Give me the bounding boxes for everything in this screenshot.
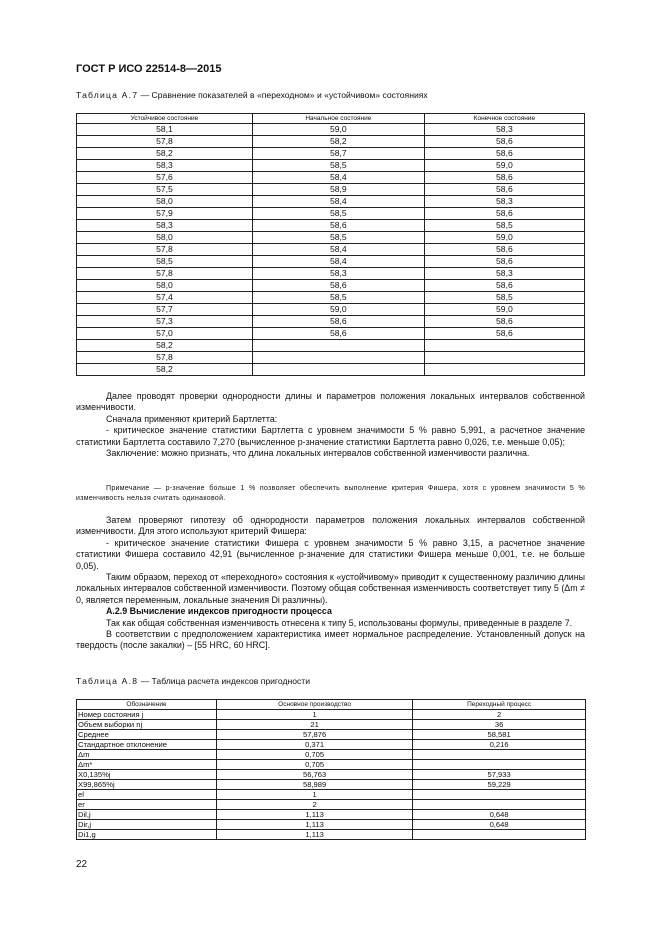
table-a7-cell: 58,6 — [424, 256, 584, 268]
table-a8-cell: 57,876 — [217, 730, 413, 740]
table-a8-row — [77, 770, 586, 780]
table-a8-cell: Δm — [77, 750, 217, 760]
table-a8-row — [77, 720, 586, 730]
table-a7-body — [77, 124, 585, 376]
table-a8-cell: 36 — [413, 720, 586, 730]
table-a7-cell: 58,5 — [424, 220, 584, 232]
body-text-block-1 — [76, 391, 585, 459]
table-a8-row — [77, 830, 586, 840]
table-a8-cell: Номер состояния j — [77, 710, 217, 720]
table-a8-cell: 57,933 — [413, 770, 586, 780]
table-a7-row — [77, 220, 585, 232]
table-a7-row — [77, 292, 585, 304]
paragraph-tolerance: В соответствии с предположением характеристика имеет нормальное распределение. Установленный допуск на твердость (после закалки) – [55 HRC, 60 HRC]. — [76, 629, 585, 651]
table-a7-row — [77, 184, 585, 196]
table-a8-row — [77, 800, 586, 810]
paragraph-fisher-result: - критическое значение статистики Фишера с уровнем значимости 5 % равно 3,15, а расчетное значение статистики Фишера составило 42,91 (вычисленное p-значение для статистики Фишера меньше 0,001, т.е. не больше 0,05). — [76, 537, 585, 571]
table-a7-col-final: Конечное состояние — [424, 114, 584, 124]
table-a8-cell: Стандартное отклонение — [77, 740, 217, 750]
table-a7-cell: 57,8 — [77, 244, 253, 256]
table-a7-cell: 58,6 — [424, 280, 584, 292]
table-a7-cell: 58,0 — [77, 196, 253, 208]
table-a8-cell: X99,865%j — [77, 780, 217, 790]
table-a7-caption-label: Таблица А.7 — [76, 90, 139, 100]
table-a7-cell: 58,6 — [252, 328, 424, 340]
table-a8-cell: 1 — [217, 710, 413, 720]
table-a7-cell: 58,2 — [77, 364, 253, 376]
table-a8-cell: el — [77, 790, 217, 800]
paragraph-bartlett-result: - критическое значение статистики Бартлетта с уровнем значимости 5 % равно 5,991, а расчетное значение статистики Бартлетта составило 7,270 (вычисленное p-значение статистики Бартлетта равно 0,026, т.е. меньше 0,05); — [76, 425, 585, 447]
table-a7-col-steady: Устойчивое состояние — [77, 114, 253, 124]
table-a8-cell: 2 — [413, 710, 586, 720]
table-a7-cell: 58,5 — [77, 256, 253, 268]
table-a7-cell — [424, 364, 584, 376]
table-a8-row — [77, 760, 586, 770]
paragraph-transition: Таким образом, переход от «переходного» состояния к «устойчивому» приводит к существенному различию длины локальных интервалов собственной изменчивости. Поэтому общая собственная изменчивость соответствует типу 5 (Δm ≠ 0, является переменным, локальные значения Di различны). — [76, 572, 585, 605]
table-a8-row — [77, 710, 586, 720]
table-a7-row — [77, 364, 585, 376]
table-a7-row — [77, 172, 585, 184]
table-a8-row — [77, 780, 586, 790]
table-a7-row — [77, 304, 585, 316]
table-a7-row — [77, 352, 585, 364]
table-a8-cell: 21 — [217, 720, 413, 730]
table-a7 — [76, 113, 585, 376]
table-a7-cell: 58,3 — [424, 196, 584, 208]
paragraph-bartlett-intro: Сначала применяют критерий Бартлетта: — [106, 413, 278, 424]
table-a7-row — [77, 208, 585, 220]
table-a7-row — [77, 340, 585, 352]
table-a8-cell — [413, 760, 586, 770]
table-a7-cell: 58,5 — [424, 292, 584, 304]
table-a8-row — [77, 810, 586, 820]
table-a8-cell: 59,229 — [413, 780, 586, 790]
section-heading: А.2.9 Вычисление индексов пригодности процесса — [106, 606, 332, 617]
body-text-block-2 — [76, 515, 585, 652]
table-a8-row — [77, 750, 586, 760]
table-a7-cell: 58,3 — [252, 268, 424, 280]
table-a7-cell: 58,6 — [424, 208, 584, 220]
table-a7-cell: 57,5 — [77, 184, 253, 196]
table-a8-cell: 1,113 — [217, 820, 413, 830]
table-a7-cell: 58,0 — [77, 232, 253, 244]
table-a7-cell: 57,8 — [77, 352, 253, 364]
table-a7-cell: 58,2 — [77, 340, 253, 352]
table-a7-row — [77, 124, 585, 136]
table-a8-cell: er — [77, 800, 217, 810]
table-a8-cell — [413, 830, 586, 840]
table-a7-cell: 57,8 — [77, 136, 253, 148]
table-a7-cell: 58,6 — [252, 316, 424, 328]
table-a7-cell: 58,9 — [252, 184, 424, 196]
table-a7-row — [77, 196, 585, 208]
table-a8-cell: Δm* — [77, 760, 217, 770]
table-a7-cell: 58,4 — [252, 172, 424, 184]
table-a7-cell — [424, 340, 584, 352]
table-a7-cell: 58,6 — [424, 328, 584, 340]
paragraph-homogeneity: Далее проводят проверки однородности длины и параметров положения локальных интервалов собственной изменчивости. — [76, 391, 585, 413]
table-a8-cell: 58,581 — [413, 730, 586, 740]
table-a8-row — [77, 730, 586, 740]
table-a7-cell: 58,6 — [424, 148, 584, 160]
table-a7-row — [77, 160, 585, 172]
table-a7-cell: 57,6 — [77, 172, 253, 184]
table-a7-row — [77, 232, 585, 244]
table-a7-cell: 58,2 — [77, 148, 253, 160]
table-a8-cell: 0,216 — [413, 740, 586, 750]
paragraph-conclusion: Заключение: можно признать, что длина локальных интервалов собственной изменчивости различна. — [106, 448, 530, 459]
table-a8-cell: 2 — [217, 800, 413, 810]
table-a7-cell: 58,0 — [77, 280, 253, 292]
table-a8-cell: X0,135%j — [77, 770, 217, 780]
table-a7-cell: 58,5 — [252, 208, 424, 220]
table-a8-caption-label: Таблица А.8 — [76, 676, 139, 686]
table-a7-cell: 57,4 — [77, 292, 253, 304]
table-a8-col-main-production: Основное производство — [217, 700, 413, 710]
table-a7-row — [77, 244, 585, 256]
table-a7-cell: 58,4 — [252, 244, 424, 256]
table-a7-cell: 57,9 — [77, 208, 253, 220]
table-a8-col-designation: Обозначение — [77, 700, 217, 710]
table-a7-cell — [424, 352, 584, 364]
note-block — [76, 484, 585, 503]
table-a7-cell: 58,2 — [252, 136, 424, 148]
paragraph-fisher-intro: Затем проверяют гипотезу об однородности параметров положения локальных интервалов собственной изменчивости. Для этого используют критерий Фишера: — [76, 515, 585, 537]
table-a8-cell: Dir,j — [77, 820, 217, 830]
table-a7-cell: 58,6 — [424, 136, 584, 148]
table-a7-row — [77, 148, 585, 160]
table-a8-cell — [413, 790, 586, 800]
paragraph-formulas: Так как общая собственная изменчивость отнесена к типу 5, использованы формулы, приведенные в разделе 7. — [106, 617, 573, 628]
table-a8-caption — [76, 676, 310, 686]
table-a8-row — [77, 790, 586, 800]
document-header: ГОСТ Р ИСО 22514-8—2015 — [76, 63, 222, 75]
table-a7-cell: 58,5 — [252, 160, 424, 172]
table-a7-col-initial: Начальное состояние — [252, 114, 424, 124]
table-a8-cell: 1,113 — [217, 830, 413, 840]
table-a7-cell: 58,3 — [424, 124, 584, 136]
table-a7-cell: 58,6 — [424, 172, 584, 184]
table-a8-cell: Dil,j — [77, 810, 217, 820]
table-a7-row — [77, 280, 585, 292]
table-a7-row — [77, 328, 585, 340]
table-a8-cell: Di1,g — [77, 830, 217, 840]
table-a8-cell: 0,705 — [217, 760, 413, 770]
table-a7-cell: 59,0 — [424, 232, 584, 244]
table-a8-body — [77, 710, 586, 840]
table-a8-col-transition: Переходный процесс — [413, 700, 586, 710]
table-a7-caption-text: — Сравнение показателей в «переходном» и «устойчивом» состояниях — [138, 90, 428, 100]
table-a8-cell: 0,371 — [217, 740, 413, 750]
table-a7-cell: 59,0 — [252, 304, 424, 316]
table-a7-cell: 58,4 — [252, 256, 424, 268]
table-a7-cell: 57,3 — [77, 316, 253, 328]
table-a8-cell: 0,648 — [413, 810, 586, 820]
table-a7-cell: 57,0 — [77, 328, 253, 340]
page-number: 22 — [76, 859, 88, 870]
table-a7-cell: 58,5 — [252, 232, 424, 244]
table-a7-cell: 58,7 — [252, 148, 424, 160]
table-a8-cell — [413, 750, 586, 760]
table-a8-cell — [413, 800, 586, 810]
table-a8-cell: 0,705 — [217, 750, 413, 760]
table-a8-cell: Объем выборки nj — [77, 720, 217, 730]
note-text: Примечание — p-значение больше 1 % позволяет обеспечить выполнение критерия Фишера, хотя с уровнем значимости 5 % изменчивость нельзя считать одинаковой. — [76, 485, 585, 502]
table-a7-cell: 58,6 — [252, 280, 424, 292]
table-a8-row — [77, 820, 586, 830]
table-a7-row — [77, 136, 585, 148]
table-a7-cell: 58,3 — [77, 220, 253, 232]
table-a8-cell: 1 — [217, 790, 413, 800]
table-a7-cell: 58,6 — [252, 220, 424, 232]
table-a7-cell: 59,0 — [424, 304, 584, 316]
table-a7-row — [77, 256, 585, 268]
table-a7-cell: 58,6 — [424, 244, 584, 256]
table-a8-caption-text: — Таблица расчета индексов пригодности — [138, 676, 311, 686]
table-a7-row — [77, 268, 585, 280]
table-a7-caption — [76, 90, 428, 100]
table-a7-cell: 59,0 — [252, 124, 424, 136]
table-a7-cell: 58,1 — [77, 124, 253, 136]
table-a8-cell: 58,989 — [217, 780, 413, 790]
table-a8-cell: Среднее — [77, 730, 217, 740]
table-a7-cell: 58,6 — [424, 184, 584, 196]
table-a7-cell — [252, 364, 424, 376]
table-a7-cell: 58,6 — [424, 316, 584, 328]
table-a7-cell — [252, 340, 424, 352]
table-a8-row — [77, 740, 586, 750]
table-a8-cell: 56,763 — [217, 770, 413, 780]
table-a7-cell: 58,4 — [252, 196, 424, 208]
table-a7-cell: 58,3 — [77, 160, 253, 172]
table-a7-row — [77, 316, 585, 328]
table-a8-cell: 0,648 — [413, 820, 586, 830]
table-a7-cell: 57,7 — [77, 304, 253, 316]
table-a7-cell: 58,5 — [252, 292, 424, 304]
table-a7-cell: 58,3 — [424, 268, 584, 280]
table-a8-cell: 1,113 — [217, 810, 413, 820]
table-a7-cell — [252, 352, 424, 364]
table-a7-cell: 59,0 — [424, 160, 584, 172]
table-a7-cell: 57,8 — [77, 268, 253, 280]
table-a8 — [76, 699, 586, 840]
